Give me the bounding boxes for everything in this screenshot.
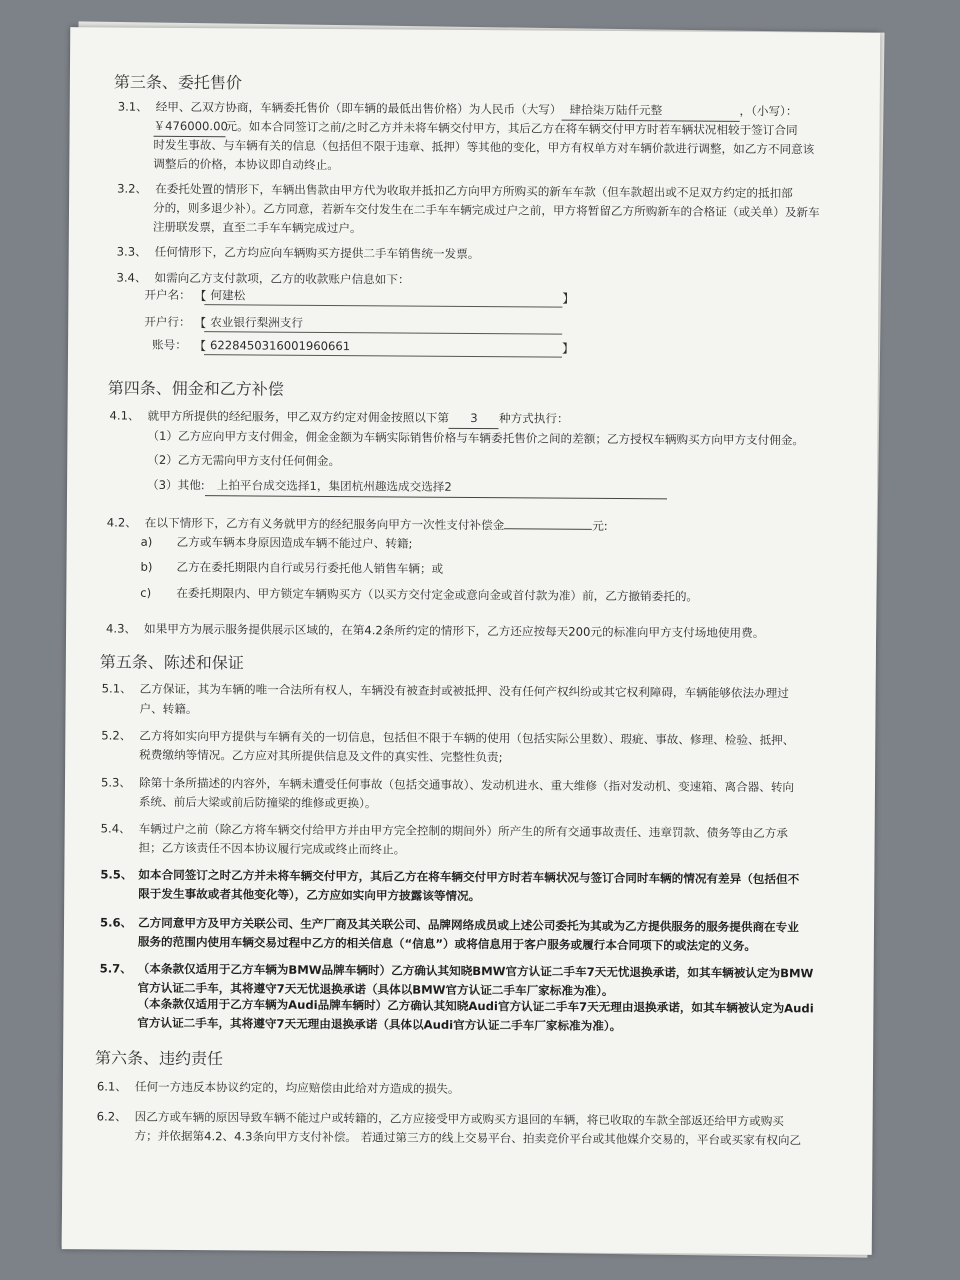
left-bracket: 【 xyxy=(194,316,207,331)
right-bracket: 】 xyxy=(561,341,575,356)
commission-option-1: （1）乙方应向甲方支付佣金，佣金金额为车辆实际销售价格与车辆委托售价之间的差额；乙方授权车辆购买方向甲方支付佣金。 xyxy=(147,428,805,448)
bank-underline xyxy=(204,331,562,334)
bank-label: 开户行： xyxy=(144,314,191,330)
clause-5-7-line-3: （本条款仅适用于乙方车辆为Audi品牌车辆时）乙方确认其知晓Audi官方认证二手车7天无理由退换承诺，如其车辆被认定为Audi xyxy=(137,996,814,1016)
other-option-field: 上拍平台成交选择1，集团杭州趣选成交选择2 xyxy=(205,476,667,499)
contract-page xyxy=(62,27,881,1255)
clause-4-1-line-1: 4.1、 就甲方所提供的经纪服务，甲乙双方约定对佣金按照以下第 3 种方式执行： xyxy=(109,406,568,429)
account-name-label: 开户名： xyxy=(144,287,191,303)
clause-3-4-line-1: 3.4、 如需向乙方支付款项，乙方的收款账户信息如下： xyxy=(116,270,410,287)
bank-value: 农业银行梨洲支行 xyxy=(210,315,304,330)
clause-5-7-line-4: 官方认证二手车，其将遵守7天无理由退换承诺（具体以Audi官方认证二手车厂家标准为准）。 xyxy=(137,1015,622,1034)
account-number-underline xyxy=(204,354,562,357)
account-name-underline xyxy=(204,304,562,307)
commission-option-2: （2）乙方无需向甲方支付任何佣金。 xyxy=(147,452,341,469)
left-bracket: 【 xyxy=(194,339,207,354)
clause-3-1-line-4: 调整后的价格，本协议即自动终止。 xyxy=(153,156,339,173)
account-number-value: 6228450316001960661 xyxy=(210,338,351,354)
clause-4-2-item-a: a) 乙方或车辆本身原因造成车辆不能过户、转籍; xyxy=(140,534,413,551)
left-bracket: 【 xyxy=(194,289,207,304)
clause-3-1-line-1: 3.1、 经甲、乙双方协商，车辆委托售价（即车辆的最低出售价格）为人民币（大写） 肆拾柒万陆仟元整 ，（小写）： xyxy=(118,98,798,123)
clause-5-2-line-2: 税费缴纳等情况。乙方应对其所提供信息及文件的真实性、完整性负责; xyxy=(139,747,503,765)
clause-6-2-line-1: 6.2、 因乙方或车辆的原因导致车辆不能过户或转籍的，乙方应接受甲方或购买方退回的车辆，将已收取的车款全部返还给甲方或购买 xyxy=(96,1109,784,1129)
clause-3-2-line-3: 注册联发票，直至二手车车辆完成过户。 xyxy=(152,219,362,236)
clause-4-3: 4.3、 如果甲方为展示服务提供展示区域的，在第4.2条所约定的情形下，乙方还应按每天200元的标准向甲方支付场地使用费。 xyxy=(106,621,765,641)
clause-5-7-line-2: 官方认证二手车，其将遵守7天无忧退换承诺（具体以BMW官方认证二手车厂家标准为准）。 xyxy=(137,980,614,999)
clause-5-1-line-1: 5.1、 乙方保证，其为车辆的唯一合法所有权人，车辆没有被查封或被抵押、没有任何产权纠纷或其它权利障碍，车辆能够依法办理过 xyxy=(101,681,789,701)
commission-option-field: 3 xyxy=(449,409,499,429)
clause-3-2-line-2: 分的，则多退少补）。乙方同意，若新车交付发生在二手车车辆完成过户之前，甲方将暂留乙方所购新车的合格证（或关单）及新车 xyxy=(152,200,820,220)
clause-5-1-line-2: 户、转籍。 xyxy=(139,701,198,717)
section-5-title: 第五条、陈述和保证 xyxy=(99,652,244,673)
clause-5-6-line-1: 5.6、 乙方同意甲方及甲方关联公司、生产厂商及其关联公司、品牌网络成员或上述公司委托为其或为乙方提供服务的服务提供商在专业 xyxy=(99,915,799,935)
right-bracket: 】 xyxy=(562,291,575,306)
compensation-amount-field xyxy=(504,528,592,530)
price-lowercase-field: ￥476000.00 xyxy=(154,117,226,138)
clause-5-2-line-1: 5.2、 乙方将如实向甲方提供与车辆有关的一切信息，包括但不限于车辆的使用（包括实际公里数）、瑕疵、事故、修理、检验、抵押、 xyxy=(101,728,795,748)
clause-5-7-line-1: 5.7、 （本条款仅适用于乙方车辆为BMW品牌车辆时）乙方确认其知晓BMW官方认证二手车7天无忧退换承诺，如其车辆被认定为BMW xyxy=(99,961,814,981)
account-number-label: 账号： xyxy=(152,337,187,353)
clause-3-1-line-3: 时发生事故、与车辆有关的信息（包括但不限于违章、抵押）等其他的变化，甲方有权单方对车辆价款进行调整，如乙方不同意该 xyxy=(153,137,815,157)
section-6-title: 第六条、违约责任 xyxy=(95,1048,224,1069)
clause-6-1: 6.1、 任何一方违反本协议约定的，均应赔偿由此给对方造成的损失。 xyxy=(96,1079,460,1096)
clause-3-1-line-2: ￥476000.00元。如本合同签订之前/之时乙方并未将车辆交付甲方，其后乙方在将车辆交付甲方时若车辆状况相较于签订合同 xyxy=(153,118,798,138)
price-uppercase-field: 肆拾柒万陆仟元整 xyxy=(561,101,739,122)
clause-4-2-line-1: 4.2、 在以下情形下，乙方有义务就甲方的经纪服务向甲方一次性支付补偿金 元: xyxy=(106,515,608,533)
clause-3-3: 3.3、 任何情形下，乙方均应向车辆购买方提供二手车销售统一发票。 xyxy=(116,244,480,262)
account-name-value: 何建松 xyxy=(210,288,246,303)
commission-option-3: （3）其他: 上拍平台成交选择1，集团杭州趣选成交选择2 xyxy=(147,476,667,500)
clause-6-2-line-2: 方；并依据第4.2、4.3条向甲方支付补偿。 若通过第三方的线上交易平台、拍卖竞价平台或其他媒介交易的，平台或买家有权向乙 xyxy=(134,1128,802,1148)
clause-5-3-line-2: 系统、前后大梁或前后防撞梁的维修或更换）。 xyxy=(138,794,377,811)
clause-5-5-line-2: 限于发生事故或者其他变化等），乙方应如实向甲方披露该等情况。 xyxy=(138,886,481,904)
clause-5-4-line-2: 担；乙方该责任不因本协议履行完成或终止而终止。 xyxy=(138,840,406,857)
clause-4-2-item-b: b) 乙方在委托期限内自行或另行委托他人销售车辆；或 xyxy=(140,559,444,576)
clause-3-2-line-1: 3.2、 在委托处置的情形下，车辆出售款由甲方代为收取并抵扣乙方向甲方所购买的新车车款（但车款超出或不足双方约定的抵扣部 xyxy=(117,181,793,201)
clause-5-3-line-1: 5.3、 除第十条所描述的内容外，车辆未遭受任何事故（包括交通事故）、发动机进水、重大维修（指对发动机、变速箱、离合器、转向 xyxy=(100,775,795,795)
clause-4-2-item-c: c) 在委托期限内、甲方锁定车辆购买方（以买方交付定金或意向金或首付款为准）前，乙方撤销委托的。 xyxy=(140,585,699,604)
clause-5-4-line-1: 5.4、 车辆过户之前（除乙方将车辆交付给甲方并由甲方完全控制的期间外）所产生的所有交通事故责任、违章罚款、债务等由乙方承 xyxy=(100,821,788,841)
clause-5-5-line-1: 5.5、 如本合同签订之时乙方并未将车辆交付甲方，其后乙方在将车辆交付甲方时若车辆状况与签订合同时车辆的情况有差异（包括但不 xyxy=(100,867,800,887)
section-3-title: 第三条、委托售价 xyxy=(113,72,242,93)
section-4-title: 第四条、佣金和乙方补偿 xyxy=(107,378,284,399)
clause-5-6-line-2: 服务的范围内使用车辆交易过程中乙方的相关信息（“信息”）或将信息用于客户服务或履行本合同项下的或法定的义务。 xyxy=(137,934,757,953)
